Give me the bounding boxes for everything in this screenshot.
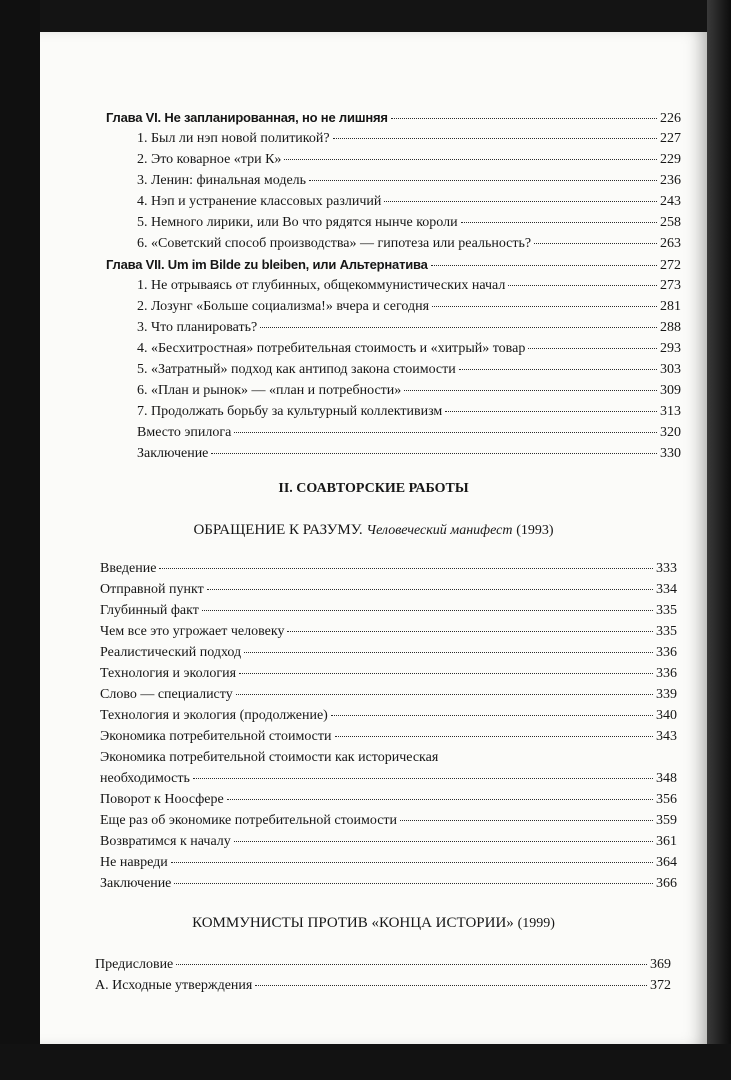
- toc-entry: [95, 976, 671, 996]
- toc-entry-page: 227: [660, 131, 681, 146]
- toc-entry-label: Глава VI. Не запланированная, но не лишняя: [106, 110, 388, 125]
- toc-entry: [100, 769, 677, 789]
- toc-entry: [100, 832, 677, 852]
- toc-entry-page: 258: [660, 215, 681, 230]
- toc-leader-dots: [335, 726, 654, 737]
- toc-entry-label: Введение: [100, 561, 157, 576]
- work-title-main: КОММУНИСТЫ ПРОТИВ «КОНЦА ИСТОРИИ»: [192, 915, 514, 931]
- toc-entry: [100, 559, 677, 579]
- toc-leader-dots: [445, 401, 657, 412]
- toc-leader-dots: [287, 621, 653, 632]
- toc-entry-page: 281: [660, 299, 681, 314]
- book-page: [40, 32, 707, 1044]
- toc-entry: [137, 444, 681, 464]
- toc-entry: [100, 811, 677, 831]
- toc-entry: [137, 360, 681, 380]
- toc-leader-dots: [528, 338, 657, 349]
- toc-entry-label: Еще раз об экономике потребительной стоимости: [100, 813, 398, 828]
- toc-entry-page: 366: [656, 876, 677, 891]
- toc-leader-dots: [459, 359, 657, 370]
- toc-entry-label: 4. Нэп и устранение классовых различий: [137, 194, 382, 209]
- toc-entry-page: 343: [656, 729, 677, 744]
- toc-entry-page: 335: [656, 603, 677, 618]
- toc-leader-dots: [244, 642, 653, 653]
- toc-leader-dots: [202, 600, 653, 611]
- toc-leader-dots: [534, 233, 657, 244]
- scan-border-right: [707, 0, 731, 1080]
- toc-entry-label: Реалистический подход: [100, 645, 242, 660]
- toc-leader-dots: [211, 443, 657, 454]
- toc-entry-label: Возвратимся к началу: [100, 834, 231, 849]
- toc-entry-page: 226: [660, 111, 681, 126]
- toc-entry-label: 3. Что планировать?: [137, 320, 258, 335]
- toc-entry-label: 4. «Бесхитростная» потребительная стоимость и «хитрый» товар: [137, 341, 526, 356]
- toc-leader-dots: [234, 831, 653, 842]
- toc-entry-page: 273: [660, 278, 681, 293]
- toc-entry-label-line1: Экономика потребительной стоимости как историческая: [100, 750, 439, 765]
- toc-entry-label: Заключение: [137, 446, 209, 461]
- toc-entry-label: А. Исходные утверждения: [95, 978, 253, 993]
- toc-entry: [137, 318, 681, 338]
- toc-entry-label: необходимость: [100, 771, 190, 786]
- toc-entry: [137, 213, 681, 233]
- toc-entry: [100, 706, 677, 726]
- table-of-contents: [40, 32, 707, 1044]
- toc-entry-label: Технология и экология (продолжение): [100, 708, 328, 723]
- toc-entry-page: 303: [660, 362, 681, 377]
- work-title: [40, 912, 707, 935]
- toc-leader-dots: [461, 212, 657, 223]
- toc-leader-dots: [404, 380, 657, 391]
- toc-entry: [95, 955, 671, 975]
- toc-entry-label: Предисловие: [95, 957, 174, 972]
- toc-entry: [137, 276, 681, 296]
- toc-entry-page: 359: [656, 813, 677, 828]
- toc-leader-dots: [333, 128, 657, 139]
- toc-entry: [137, 234, 681, 254]
- toc-entry-page: 293: [660, 341, 681, 356]
- toc-entry-page: 356: [656, 792, 677, 807]
- toc-entry: [137, 192, 681, 212]
- toc-entry-page: 336: [656, 645, 677, 660]
- toc-entry-page: 272: [660, 258, 681, 273]
- toc-entry-page: 340: [656, 708, 677, 723]
- section-title: II. СОАВТОРСКИЕ РАБОТЫ: [278, 481, 469, 496]
- work-title-main: ОБРАЩЕНИЕ К РАЗУМУ.: [193, 522, 363, 538]
- toc-entry-page: 335: [656, 624, 677, 639]
- toc-entry: [137, 339, 681, 359]
- toc-entry: [100, 727, 677, 747]
- scan-border-left: [0, 0, 40, 1080]
- toc-leader-dots: [255, 975, 647, 986]
- toc-leader-dots: [260, 317, 657, 328]
- toc-leader-dots: [431, 255, 657, 266]
- toc-leader-dots: [159, 558, 653, 569]
- toc-entry-label: Отправной пункт: [100, 582, 204, 597]
- toc-entry: [100, 643, 677, 663]
- toc-entry-page: 336: [656, 666, 677, 681]
- toc-entry: [137, 381, 681, 401]
- toc-chapter-heading: [106, 255, 681, 275]
- toc-leader-dots: [236, 684, 653, 695]
- toc-entry-page: 334: [656, 582, 677, 597]
- toc-leader-dots: [171, 852, 653, 863]
- toc-entry-page: 364: [656, 855, 677, 870]
- toc-entry-label: 3. Ленин: финальная модель: [137, 173, 307, 188]
- toc-entry-page: 263: [660, 236, 681, 251]
- toc-entry-label: 1. Был ли нэп новой политикой?: [137, 131, 330, 146]
- work-subtitle: Человеческий манифест: [366, 523, 513, 538]
- toc-entry-page: 320: [660, 425, 681, 440]
- scan-border-bottom: [0, 1044, 731, 1080]
- toc-leader-dots: [207, 579, 653, 590]
- toc-leader-dots: [176, 954, 647, 965]
- toc-entry: [137, 129, 681, 149]
- toc-entry-page: 288: [660, 320, 681, 335]
- toc-entry-page: 313: [660, 404, 681, 419]
- toc-entry: [137, 402, 681, 422]
- toc-entry-label: 2. Это коварное «три К»: [137, 152, 282, 167]
- work-year: (1999): [517, 916, 555, 931]
- toc-entry-page: 333: [656, 561, 677, 576]
- toc-entry-label: Вместо эпилога: [137, 425, 232, 440]
- scan-border-top: [0, 0, 731, 32]
- toc-entry: [137, 297, 681, 317]
- toc-entry-page: 361: [656, 834, 677, 849]
- toc-entry-label: 1. Не отрываясь от глубинных, общекоммунистических начал: [137, 278, 506, 293]
- toc-entry-label: Чем все это угрожает человеку: [100, 624, 285, 639]
- toc-entry-label: 7. Продолжать борьбу за культурный коллективизм: [137, 404, 443, 419]
- toc-leader-dots: [331, 705, 653, 716]
- toc-entry-label: Глубинный факт: [100, 603, 199, 618]
- toc-leader-dots: [227, 789, 653, 800]
- toc-entry-page: 330: [660, 446, 681, 461]
- toc-chapter-heading: [106, 108, 681, 128]
- toc-leader-dots: [309, 170, 657, 181]
- toc-leader-dots: [174, 873, 653, 884]
- toc-entry-page: 309: [660, 383, 681, 398]
- work-year: (1993): [516, 523, 554, 538]
- toc-entry-page: 372: [650, 978, 671, 993]
- toc-entry-label: Поворот к Ноосфере: [100, 792, 224, 807]
- toc-entry: [100, 874, 677, 894]
- toc-entry-page: 348: [656, 771, 677, 786]
- toc-leader-dots: [400, 810, 653, 821]
- toc-entry-label: Слово — специалисту: [100, 687, 233, 702]
- toc-entry-page: 243: [660, 194, 681, 209]
- toc-entry-label: Заключение: [100, 876, 172, 891]
- toc-entry: [100, 664, 677, 684]
- toc-leader-dots: [432, 296, 657, 307]
- toc-entry-label: Не навреди: [100, 855, 168, 870]
- toc-entry-label: 5. «Затратный» подход как антипод закона стоимости: [137, 362, 456, 377]
- toc-leader-dots: [508, 275, 657, 286]
- toc-entry-label: 6. «Советский способ производства» — гипотеза или реальность?: [137, 236, 532, 251]
- toc-leader-dots: [239, 663, 653, 674]
- toc-entry-label: Экономика потребительной стоимости: [100, 729, 332, 744]
- toc-entry: [100, 685, 677, 705]
- toc-entry: [137, 171, 681, 191]
- toc-entry-page: 369: [650, 957, 671, 972]
- toc-leader-dots: [384, 191, 657, 202]
- toc-entry-label: 5. Немного лирики, или Во что рядятся нынче короли: [137, 215, 458, 230]
- toc-entry-page: 339: [656, 687, 677, 702]
- toc-entry-label: 6. «План и рынок» — «план и потребности»: [137, 383, 402, 398]
- toc-entry-label: Технология и экология: [100, 666, 237, 681]
- toc-entry: [100, 790, 677, 810]
- toc-entry: [100, 622, 677, 642]
- toc-entry: [100, 853, 677, 873]
- toc-entry: [137, 150, 681, 170]
- toc-leader-dots: [234, 422, 657, 433]
- toc-entry: [137, 423, 681, 443]
- toc-entry: [100, 580, 677, 600]
- work-title: [40, 519, 707, 542]
- toc-entry-page: 236: [660, 173, 681, 188]
- toc-entry-page: 229: [660, 152, 681, 167]
- toc-leader-dots: [391, 108, 657, 119]
- toc-leader-dots: [284, 149, 657, 160]
- toc-entry: [100, 601, 677, 621]
- toc-entry-label: Глава VII. Um im Bilde zu bleiben, или Альтернатива: [106, 257, 428, 272]
- toc-entry-label: 2. Лозунг «Больше социализма!» вчера и сегодня: [137, 299, 430, 314]
- toc-leader-dots: [193, 768, 653, 779]
